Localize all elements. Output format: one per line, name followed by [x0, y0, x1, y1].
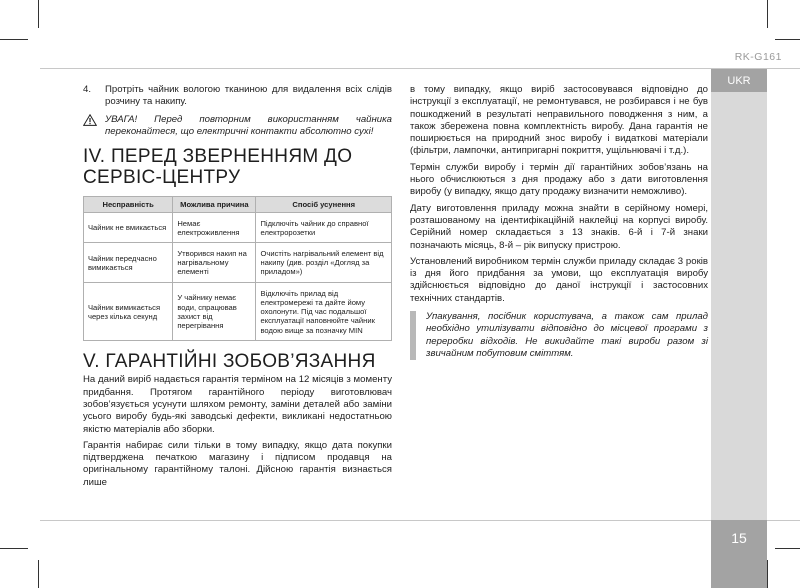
troubleshooting-table — [83, 196, 392, 341]
disposal-note — [410, 311, 708, 360]
language-label: UKR — [727, 74, 751, 87]
crop-mark — [775, 39, 800, 40]
warning-icon — [83, 114, 97, 126]
warranty-paragraph: Гарантія набирає сили тільки в тому випадку, якщо дата покупки підтверджена печаткою магазину і підписом продавця на оригінальному гарантійному талоні. Дійсною гарантія визнається лише — [83, 439, 392, 488]
warning-text: УВАГА! Перед повторним використанням чайника переконайтеся, що електричні контакти абсолютно сухі! — [105, 113, 392, 137]
crop-mark — [38, 0, 39, 28]
crop-mark — [767, 0, 768, 28]
page-number: 15 — [731, 530, 747, 546]
item-number: 4. — [83, 84, 92, 95]
warranty-paragraph: в тому випадку, якщо виріб застосовувався відповідно до інструкції з експлуатації, не ремонтувався, не розбирався і не був пошкоджений в результаті неправильного поводження з ним, а також збережена повна комплектність виробу. Дана гарантія не поширюється на природний знос виробу і видаткові матеріали (фільтри, лампочки, антипригарні покриття, ущільнювачі і т.д.). — [410, 84, 708, 157]
language-tab — [711, 69, 767, 92]
warranty-paragraph: На даний виріб надається гарантія терміном на 12 місяців з моменту придбання. Протягом гарантійного періоду виготовлювач зобов’язується усунути шляхом ремонту, заміни деталей або заміни усього виробу будь-які заводські дефекти, викликані недостатньою якістю матеріалів або зборки. — [83, 374, 392, 435]
section-title-warranty: V. ГАРАНТІЙНІ ЗОБОВ’ЯЗАННЯ — [83, 351, 376, 373]
model-number: RK-G161 — [734, 51, 782, 63]
warranty-paragraph: Термін служби виробу і термін дії гарантійних зобов’язань на нього обчислюються з дня продажу або з дати виготовлення виробу (у випадку, якщо дату продажу визначити неможливо). — [410, 161, 708, 198]
table-row — [84, 213, 392, 243]
column-header: Несправність — [84, 197, 173, 213]
table-row — [84, 283, 392, 341]
note-text: Упакування, посібник користувача, а також сам прилад необхідно утилізувати відповідно до місцевої програми з переробки відходів. Не викидайте такі вироби разом зі звичайним побутовим сміттям. — [426, 311, 708, 359]
table-cell: Відключіть прилад від електромережі та дайте йому охолонути. Під час подальшої експлуатації наповнюйте чайник водою вище за позначку MIN — [256, 283, 392, 341]
right-column — [410, 84, 708, 360]
table-cell: Чайник вимикається через кілька секунд — [84, 283, 173, 341]
table-header-row — [84, 197, 392, 213]
footer-rule — [40, 520, 800, 521]
crop-mark — [0, 548, 28, 549]
crop-mark — [767, 560, 768, 588]
table-cell: Утворився накип на нагрівальному елементі — [173, 243, 256, 283]
left-column — [83, 84, 392, 493]
section-title-service: IV. ПЕРЕД ЗВЕРНЕННЯМ ДО СЕРВІС-ЦЕНТРУ — [83, 146, 353, 189]
note-bar — [410, 311, 416, 360]
column-header: Можлива причина — [173, 197, 256, 213]
table-cell: У чайнику немає води, спрацював захист від перегрівання — [173, 283, 256, 341]
list-item — [83, 84, 392, 109]
language-tab-strip — [711, 92, 767, 520]
warranty-paragraph: Установлений виробником термін служби приладу складає 3 років із дня його придбання за умови, що експлуатація виробу здійснюється відповідно до даної інструкції і застосовних технічних стандартів. — [410, 255, 708, 304]
crop-mark — [38, 560, 39, 588]
warranty-paragraph: Дату виготовлення приладу можна знайти в серійному номері, розташованому на ідентифікаційній наклейці на корпусі виробу. Серійний номер складається з 13 знаків. 6-й і 7-й знаки позначають місяць, 8-й – рік випуску пристрою. — [410, 202, 708, 251]
table-cell: Немає електроживлення — [173, 213, 256, 243]
table-row — [84, 243, 392, 283]
column-header: Спосіб усунення — [256, 197, 392, 213]
table-cell: Очистіть нагрівальний елемент від накипу (див. розділ «Догляд за приладом») — [256, 243, 392, 283]
warning-block — [83, 114, 392, 139]
table-cell: Чайник передчасно вимикається — [84, 243, 173, 283]
crop-mark — [0, 39, 28, 40]
table-cell: Підключіть чайник до справної електророзетки — [256, 213, 392, 243]
page-number-box — [711, 520, 767, 588]
crop-mark — [775, 548, 800, 549]
item-text: Протріть чайник вологою тканиною для видалення всіх слідів розчину та накипу. — [105, 84, 392, 108]
table-cell: Чайник не вмикається — [84, 213, 173, 243]
header-rule — [40, 68, 800, 69]
